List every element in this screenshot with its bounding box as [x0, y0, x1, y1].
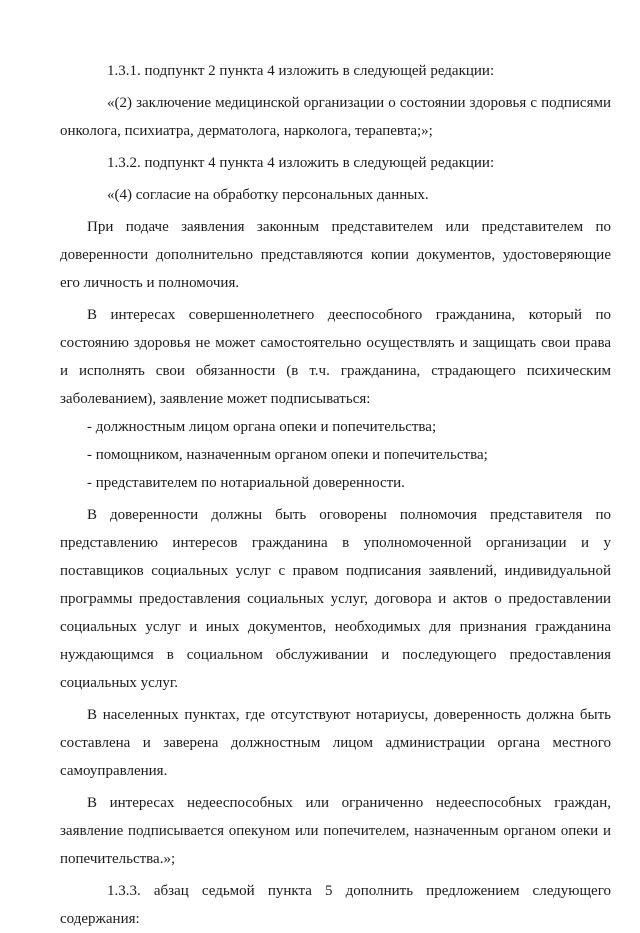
paragraph-power-of-attorney-line-4: программы предоставления социальных услуг, договора и актов о предоставлении — [60, 591, 611, 607]
list-item-notary-representative: - представителем по нотариальной доверенности. — [87, 475, 405, 491]
document-page — [60, 57, 611, 933]
paragraph-incapable-line-1: В интересах недееспособных или ограниченно недееспособных граждан, — [87, 795, 611, 811]
paragraph-item-2-line-1: «(2) заключение медицинской организации о состоянии здоровья с подписями — [107, 95, 611, 111]
paragraph-representative-line-2: доверенности дополнительно представляются копии документов, удостоверяющие — [60, 247, 611, 263]
paragraph-power-of-attorney-line-2: представлению интересов гражданина в уполномоченной организации и у — [60, 535, 611, 551]
paragraph-incapable-line-2: заявление подписывается опекуном или попечителем, назначенным органом опеки и — [60, 823, 611, 839]
paragraph-no-notary-line-2: составлена и заверена должностным лицом администрации органа местного — [60, 735, 611, 751]
paragraph-1-3-1: 1.3.1. подпункт 2 пункта 4 изложить в следующей редакции: — [107, 63, 495, 79]
paragraph-no-notary-line-3: самоуправления. — [60, 763, 168, 779]
paragraph-power-of-attorney-line-7: социальных услуг. — [60, 675, 179, 691]
paragraph-power-of-attorney-line-6: нуждающимся в социальном обслуживании и последующего предоставления — [60, 647, 611, 663]
paragraph-representative-line-3: его личность и полномочия. — [60, 275, 240, 291]
list-item-assistant: - помощником, назначенным органом опеки и попечительства; — [87, 447, 488, 463]
paragraph-no-notary-line-1: В населенных пунктах, где отсутствуют нотариусы, доверенность должна быть — [87, 707, 611, 723]
paragraph-1-3-3-line-2: содержания: — [60, 911, 140, 927]
paragraph-1-3-2: 1.3.2. подпункт 4 пункта 4 изложить в следующей редакции: — [107, 155, 495, 171]
paragraph-power-of-attorney-line-3: поставщиков социальных услуг с правом подписания заявлений, индивидуальной — [60, 563, 611, 579]
paragraph-adult-line-2: состоянию здоровья не может самостоятельно осуществлять и защищать свои права — [60, 335, 611, 351]
paragraph-representative-line-1: При подаче заявления законным представителем или представителем по — [87, 219, 611, 235]
list-item-official: - должностным лицом органа опеки и попечительства; — [87, 419, 437, 435]
paragraph-item-4: «(4) согласие на обработку персональных данных. — [107, 187, 429, 203]
paragraph-power-of-attorney-line-1: В доверенности должны быть оговорены полномочия представителя по — [87, 507, 611, 523]
paragraph-item-2-line-2: онколога, психиатра, дерматолога, нарколога, терапевта;»; — [60, 123, 433, 139]
paragraph-adult-line-4: заболеванием), заявление может подписываться: — [60, 391, 371, 407]
paragraph-1-3-3-line-1: 1.3.3. абзац седьмой пункта 5 дополнить предложением следующего — [107, 883, 611, 899]
paragraph-power-of-attorney-line-5: социальных услуг и иных документов, необходимых для признания гражданина — [60, 619, 611, 635]
paragraph-adult-line-3: и исполнять свои обязанности (в т.ч. гражданина, страдающего психическим — [60, 363, 611, 379]
paragraph-incapable-line-3: попечительства.»; — [60, 851, 176, 867]
paragraph-adult-line-1: В интересах совершеннолетнего дееспособного гражданина, который по — [87, 307, 611, 323]
